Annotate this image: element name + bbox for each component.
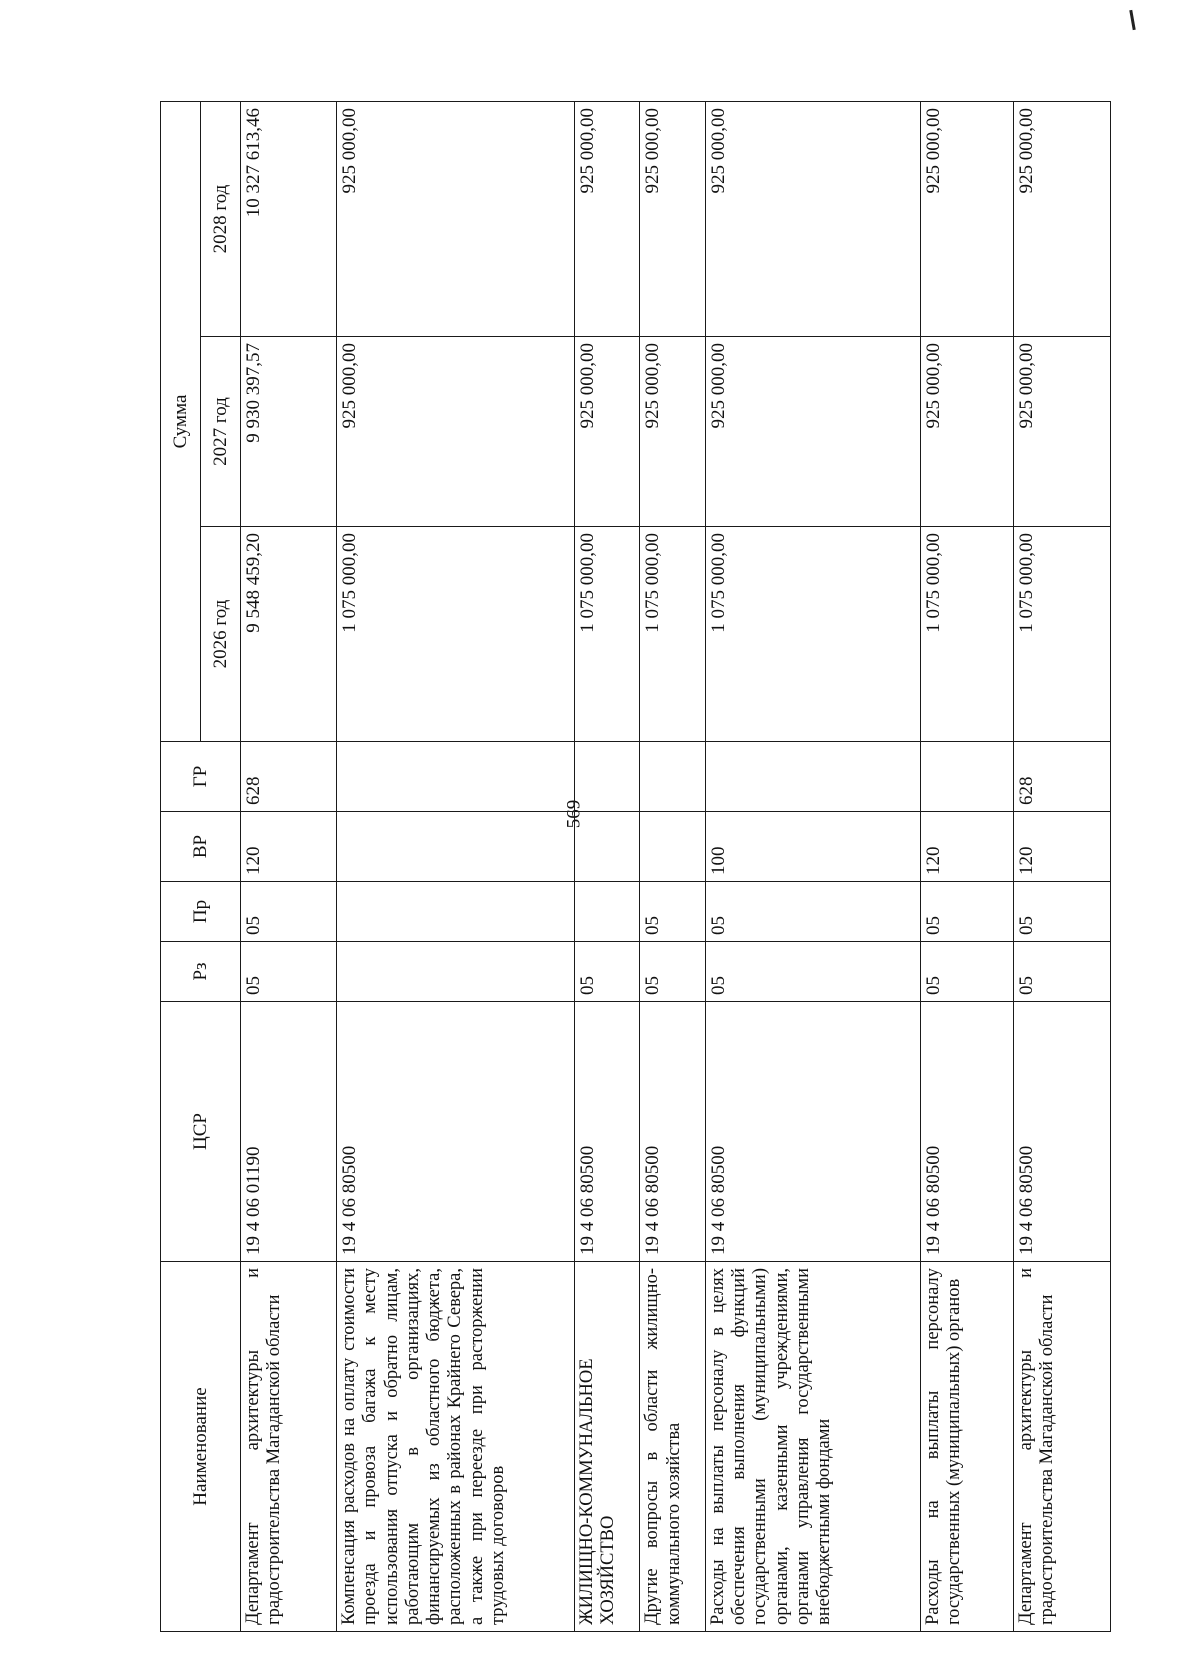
row-vr: 120: [920, 812, 1013, 882]
row-csr: 19 4 06 80500: [640, 1002, 706, 1262]
table-row: [337, 101, 575, 1631]
header-csr: ЦСР: [161, 1002, 241, 1262]
row-pr: 05: [1013, 882, 1110, 942]
row-sum-2027: 9 930 397,57: [241, 337, 337, 527]
row-rz: 05: [574, 942, 640, 1002]
row-sum-2026: 1 075 000,00: [920, 527, 1013, 742]
row-sum-2026: 1 075 000,00: [337, 527, 575, 742]
header-2028: 2028 год: [201, 101, 241, 336]
row-csr: 19 4 06 80500: [920, 1002, 1013, 1262]
row-sum-2027: 925 000,00: [574, 337, 640, 527]
row-gr: [640, 742, 706, 812]
row-csr: 19 4 06 80500: [705, 1002, 920, 1262]
row-sum-2026: 1 075 000,00: [1013, 527, 1110, 742]
header-2027: 2027 год: [201, 337, 241, 527]
row-gr: [337, 742, 575, 812]
row-rz: 05: [640, 942, 706, 1002]
header-row-1: [161, 101, 201, 1631]
row-sum-2027: 925 000,00: [705, 337, 920, 527]
row-rz: 05: [920, 942, 1013, 1002]
row-gr: [705, 742, 920, 812]
table-row: [705, 101, 920, 1631]
row-sum-2028: 925 000,00: [705, 101, 920, 336]
row-rz: 05: [1013, 942, 1110, 1002]
row-pr: 05: [241, 882, 337, 942]
row-name: Департамент архитектуры и градостроительства Магаданской области: [241, 1262, 337, 1632]
rotated-table-container: [160, 102, 1111, 1632]
header-gr: ГР: [161, 742, 241, 812]
header-name: Наименование: [161, 1262, 241, 1632]
scan-mark: [1129, 10, 1135, 30]
row-sum-2028: 10 327 613,46: [241, 101, 337, 336]
table-row: [640, 101, 706, 1631]
header-pr: Пр: [161, 882, 241, 942]
row-pr: 05: [705, 882, 920, 942]
row-pr: 05: [920, 882, 1013, 942]
table-row: [574, 101, 640, 1631]
row-sum-2027: 925 000,00: [640, 337, 706, 527]
budget-table: [160, 101, 1111, 1632]
row-vr: [640, 812, 706, 882]
row-vr: 120: [241, 812, 337, 882]
row-sum-2026: 1 075 000,00: [705, 527, 920, 742]
table-row: [241, 101, 337, 1631]
row-vr: [337, 812, 575, 882]
row-name: Расходы на выплаты персоналу в целях обеспечения выполнения функций государственными (муниципальными) органами, казенными учреждениями, органами управления государственными внебюджетными фондами: [705, 1262, 920, 1632]
row-vr: 100: [705, 812, 920, 882]
row-sum-2028: 925 000,00: [640, 101, 706, 336]
row-sum-2028: 925 000,00: [920, 101, 1013, 336]
row-sum-2027: 925 000,00: [1013, 337, 1110, 527]
row-sum-2027: 925 000,00: [337, 337, 575, 527]
row-sum-2026: 9 548 459,20: [241, 527, 337, 742]
row-sum-2026: 1 075 000,00: [574, 527, 640, 742]
table-row: [920, 101, 1013, 1631]
row-sum-2028: 925 000,00: [1013, 101, 1110, 336]
row-sum-2027: 925 000,00: [920, 337, 1013, 527]
table-row: [1013, 101, 1110, 1631]
row-rz: 05: [241, 942, 337, 1002]
row-rz: 05: [705, 942, 920, 1002]
row-name: ЖИЛИЩНО-КОММУНАЛЬНОЕ ХОЗЯЙСТВО: [574, 1262, 640, 1632]
row-gr: [920, 742, 1013, 812]
header-rz: Рз: [161, 942, 241, 1002]
row-rz: [337, 942, 575, 1002]
row-gr: 628: [241, 742, 337, 812]
row-name: Другие вопросы в области жилищно-коммунального хозяйства: [640, 1262, 706, 1632]
row-csr: 19 4 06 80500: [1013, 1002, 1110, 1262]
row-sum-2026: 1 075 000,00: [640, 527, 706, 742]
row-pr: 05: [640, 882, 706, 942]
row-sum-2028: 925 000,00: [337, 101, 575, 336]
row-gr: 628: [1013, 742, 1110, 812]
row-pr: [337, 882, 575, 942]
header-sum: Сумма: [161, 101, 201, 741]
row-name: Расходы на выплаты персоналу государственных (муниципальных) органов: [920, 1262, 1013, 1632]
row-gr: [574, 742, 640, 812]
page-number: 569: [563, 799, 585, 829]
row-vr: 120: [1013, 812, 1110, 882]
header-vr: ВР: [161, 812, 241, 882]
row-pr: [574, 882, 640, 942]
row-csr: 19 4 06 80500: [337, 1002, 575, 1262]
row-vr: [574, 812, 640, 882]
row-csr: 19 4 06 01190: [241, 1002, 337, 1262]
document-table-area: [160, 102, 1111, 1632]
header-2026: 2026 год: [201, 527, 241, 742]
row-name: Компенсация расходов на оплату стоимости проезда и провоза багажа к месту использования отпуска и обратно лицам, работающим в организациях, финансируемых из областного бюджета, расположенных в районах Крайнего Севера, а также при переезде при расторжении трудовых договоров: [337, 1262, 575, 1632]
row-name: Департамент архитектуры и градостроительства Магаданской области: [1013, 1262, 1110, 1632]
row-sum-2028: 925 000,00: [574, 101, 640, 336]
row-csr: 19 4 06 80500: [574, 1002, 640, 1262]
